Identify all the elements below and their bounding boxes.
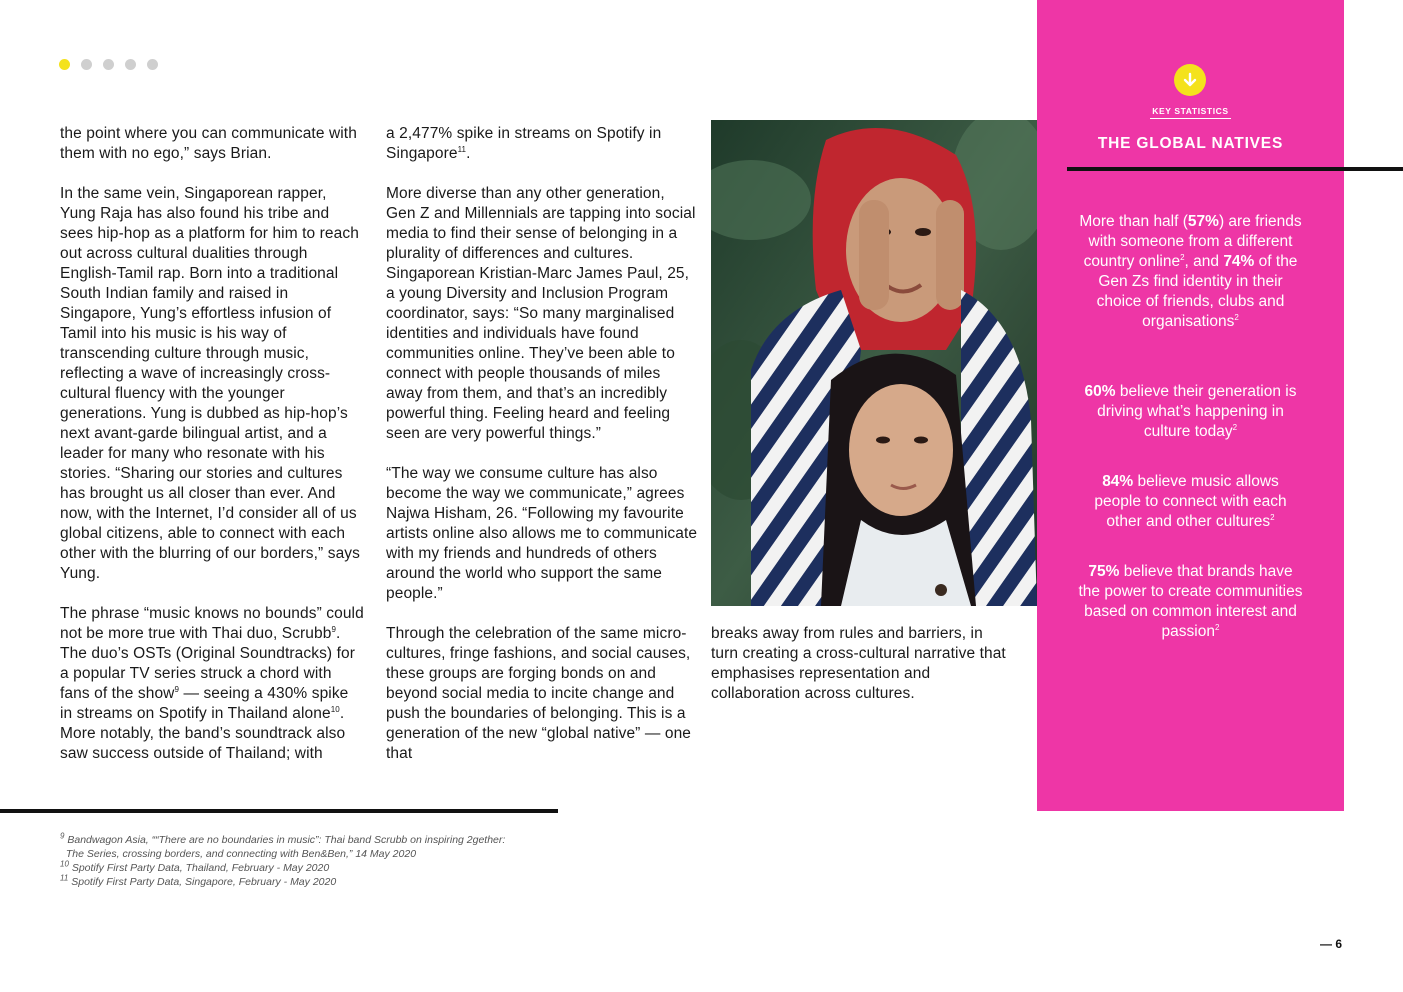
footnote-11: $^{11}$ Spotify First Party Data, Singapore, February - May 2020	[60, 873, 337, 888]
page-dot-1[interactable]	[59, 59, 70, 70]
arrow-down-icon[interactable]	[1174, 64, 1206, 96]
article-column-2	[386, 124, 698, 784]
article-column-1	[60, 124, 365, 784]
page-dot-2[interactable]	[81, 59, 92, 70]
footnote-divider	[0, 809, 558, 813]
footnote-10: $^{10}$ Spotify First Party Data, Thailand, February - May 2020	[60, 859, 330, 874]
page-dot-4[interactable]	[125, 59, 136, 70]
paragraph: breaks away from rules and barriers, in turn creating a cross-cultural narrative that emphasises representation and collaboration across cultures.	[711, 625, 1006, 702]
paragraph: the point where you can communicate with them with no ego,” says Brian.	[60, 125, 357, 162]
stat-item: More than half (57%) are friends with someone from a different country online$^2$, and 74% of the Gen Zs find identity in their choice of friends, clubs and organisations$^2$	[1079, 213, 1302, 330]
page-number: — 6	[1320, 937, 1343, 951]
footnote-ref[interactable]: 9	[174, 684, 180, 694]
page-indicator	[59, 59, 158, 70]
footnotes	[60, 833, 580, 889]
portrait-photo	[711, 120, 1037, 606]
footnote-ref[interactable]: 9	[331, 624, 337, 634]
panel-kicker: KEY STATISTICS	[1037, 106, 1344, 116]
paragraph: Through the celebration of the same micro-cultures, fringe fashions, and social causes, these groups are forging bonds on and beyond social media to incite change and push the boundaries of belonging. This is a generation of the new “global native” — one that	[386, 625, 692, 762]
page-dot-5[interactable]	[147, 59, 158, 70]
stat-item: 84% believe music allows people to connect with each other and other cultures$^2$	[1094, 473, 1287, 530]
panel-divider	[1067, 167, 1403, 171]
paragraph: a 2,477% spike in streams on Spotify in Singapore$^{11}$.	[386, 125, 662, 162]
paragraph: The phrase “music knows no bounds” could not be more true with Thai duo, Scrubb$^9$. The duo’s OSTs (Original Soundtracks) for a popular TV series struck a chord with fans of the show$^9$ — seeing a 430% spike in streams on Spotify in Thailand alone$^{10}$. More notably, the band’s soundtrack also saw success outside of Thailand; with	[60, 605, 364, 762]
article-column-3	[711, 624, 1011, 724]
paragraph: “The way we consume culture has also become the way we communicate,” agrees Najwa Hisham, 26. “Following my favourite artists online also allows me to communicate with my friends and hundreds of others around the world who support the same people.”	[386, 465, 698, 602]
panel-title: THE GLOBAL NATIVES	[1097, 135, 1284, 152]
page-dot-3[interactable]	[103, 59, 114, 70]
footnote-ref[interactable]: 10	[330, 704, 340, 714]
footnote-9: $^9$ Bandwagon Asia, ““There are no boundaries in music”: Thai band Scrubb on inspiring 2gether: The Series, crossing borders, and connecting with Ben&Ben,” 14 May 2020	[60, 831, 506, 860]
stat-item: 60% believe their generation is driving what’s happening in culture today$^2$	[1084, 383, 1297, 440]
key-statistics-panel	[1037, 0, 1344, 811]
paragraph: In the same vein, Singaporean rapper, Yung Raja has also found his tribe and sees hip-hop as a platform for him to reach out across cultural dualities through English-Tamil rap. Born into a traditional South Indian family and raised in Singapore, Yung’s effortless infusion of Tamil into his music is his way of transcending culture through music, reflecting a wave of increasingly cross-cultural fluency with the younger generations. Yung is dubbed as hip-hop’s next avant-garde bilingual artist, and a leader for many who resonate with his stories. “Sharing our stories and cultures has brought us all closer than ever. And now, with the Internet, I’d consider all of us global citizens, able to connect with each other with the blurring of our borders,” says Yung.	[60, 185, 360, 582]
paragraph: More diverse than any other generation, Gen Z and Millennials are tapping into social media to find their sense of belonging in a plurality of differences and cultures. Singaporean Kristian-Marc James Paul, 25, a young Diversity and Inclusion Program coordinator, says: “So many marginalised identities and individuals have found communities online. They’ve been able to connect with people thousands of miles away from them, and that’s an incredibly powerful thing. Feeling heard and feeling seen are very powerful things.”	[386, 185, 696, 442]
footnote-ref[interactable]: 11	[457, 144, 467, 154]
stat-item: 75% believe that brands have the power to create communities based on common interest and passion$^2$	[1078, 563, 1303, 640]
